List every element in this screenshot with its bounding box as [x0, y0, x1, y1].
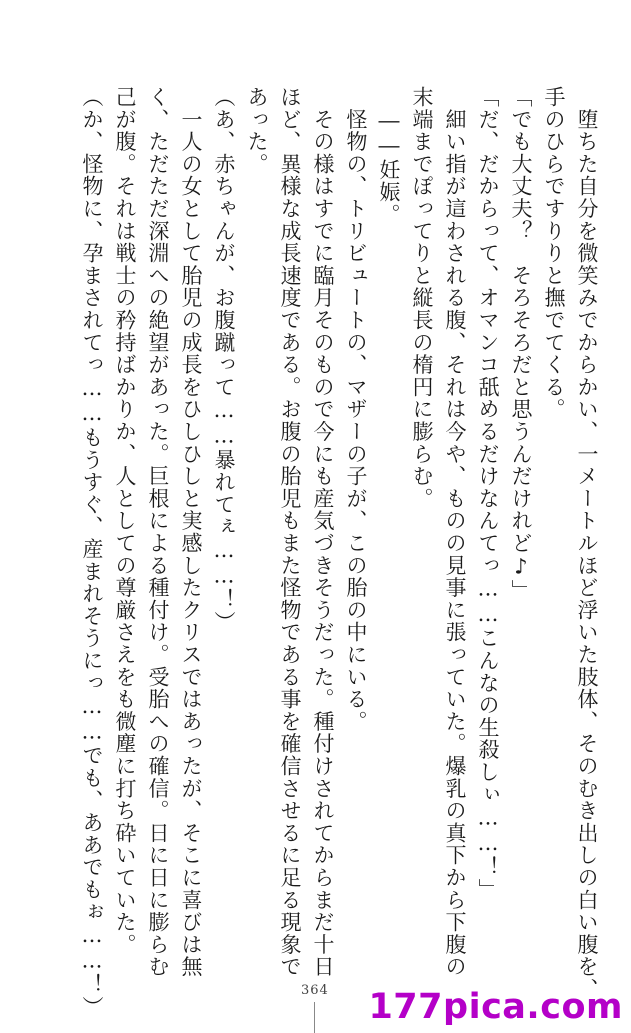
text-line: 己が腹。それは戦士の矜持ばかりか、人としての尊厳さえをも微塵に打ち砕いていた。: [113, 86, 137, 956]
text-line: （か、怪物に、孕まされてっ……もうすぐ、産まれそうにっ……でも、ああでもぉ……！）: [80, 86, 104, 1019]
text-line: 怪物の、トリビュートの、マザーの子が、この胎の中にいる。: [344, 86, 368, 733]
text-line: 「でも大丈夫？ そろそろだと思うんだけれど♪」: [509, 86, 533, 602]
text-line: 「だ、だからって、オマンコ舐めるだけなんてっ……こんなの生殺しぃ……！」: [476, 86, 500, 901]
text-line: 末端までぽってりと縦長の楕円に膨らむ。: [410, 86, 434, 510]
text-line: その様はすでに臨月そのもので今にも産気づきそうだった。種付けされてからまだ十日: [311, 86, 335, 978]
text-line: （あ、赤ちゃんが、お腹蹴って……暴れてぇ……！）: [212, 86, 236, 634]
text-line: 手のひらですりりと撫でてくる。: [542, 86, 566, 421]
text-line: 一人の女として胎児の成長をひしひしと実感したクリスではあったが、そこに喜びは無: [179, 86, 203, 978]
text-line: ほど、異様な成長速度である。お腹の胎児もまた怪物である事を確信させるに足る現象で: [278, 86, 302, 978]
text-line: く、ただただ深淵への絶望があった。巨根による種付け。受胎への確信。日に日に膨らむ: [146, 86, 170, 978]
text-line: 堕ちた自分を微笑みでからかい、一メートルほど浮いた肢体、そのむき出しの白い腹を、: [575, 86, 599, 1001]
text-line: ――妊娠。: [377, 86, 401, 226]
folio-rule: [314, 1002, 315, 1033]
text-line: 細い指が這わされる腹、それは今や、ものの見事に張っていた。爆乳の真下から下腹の: [443, 86, 467, 978]
page-number: 364: [301, 983, 329, 998]
text-line: あった。: [245, 86, 269, 176]
watermark: 177pica.com: [368, 987, 623, 1027]
